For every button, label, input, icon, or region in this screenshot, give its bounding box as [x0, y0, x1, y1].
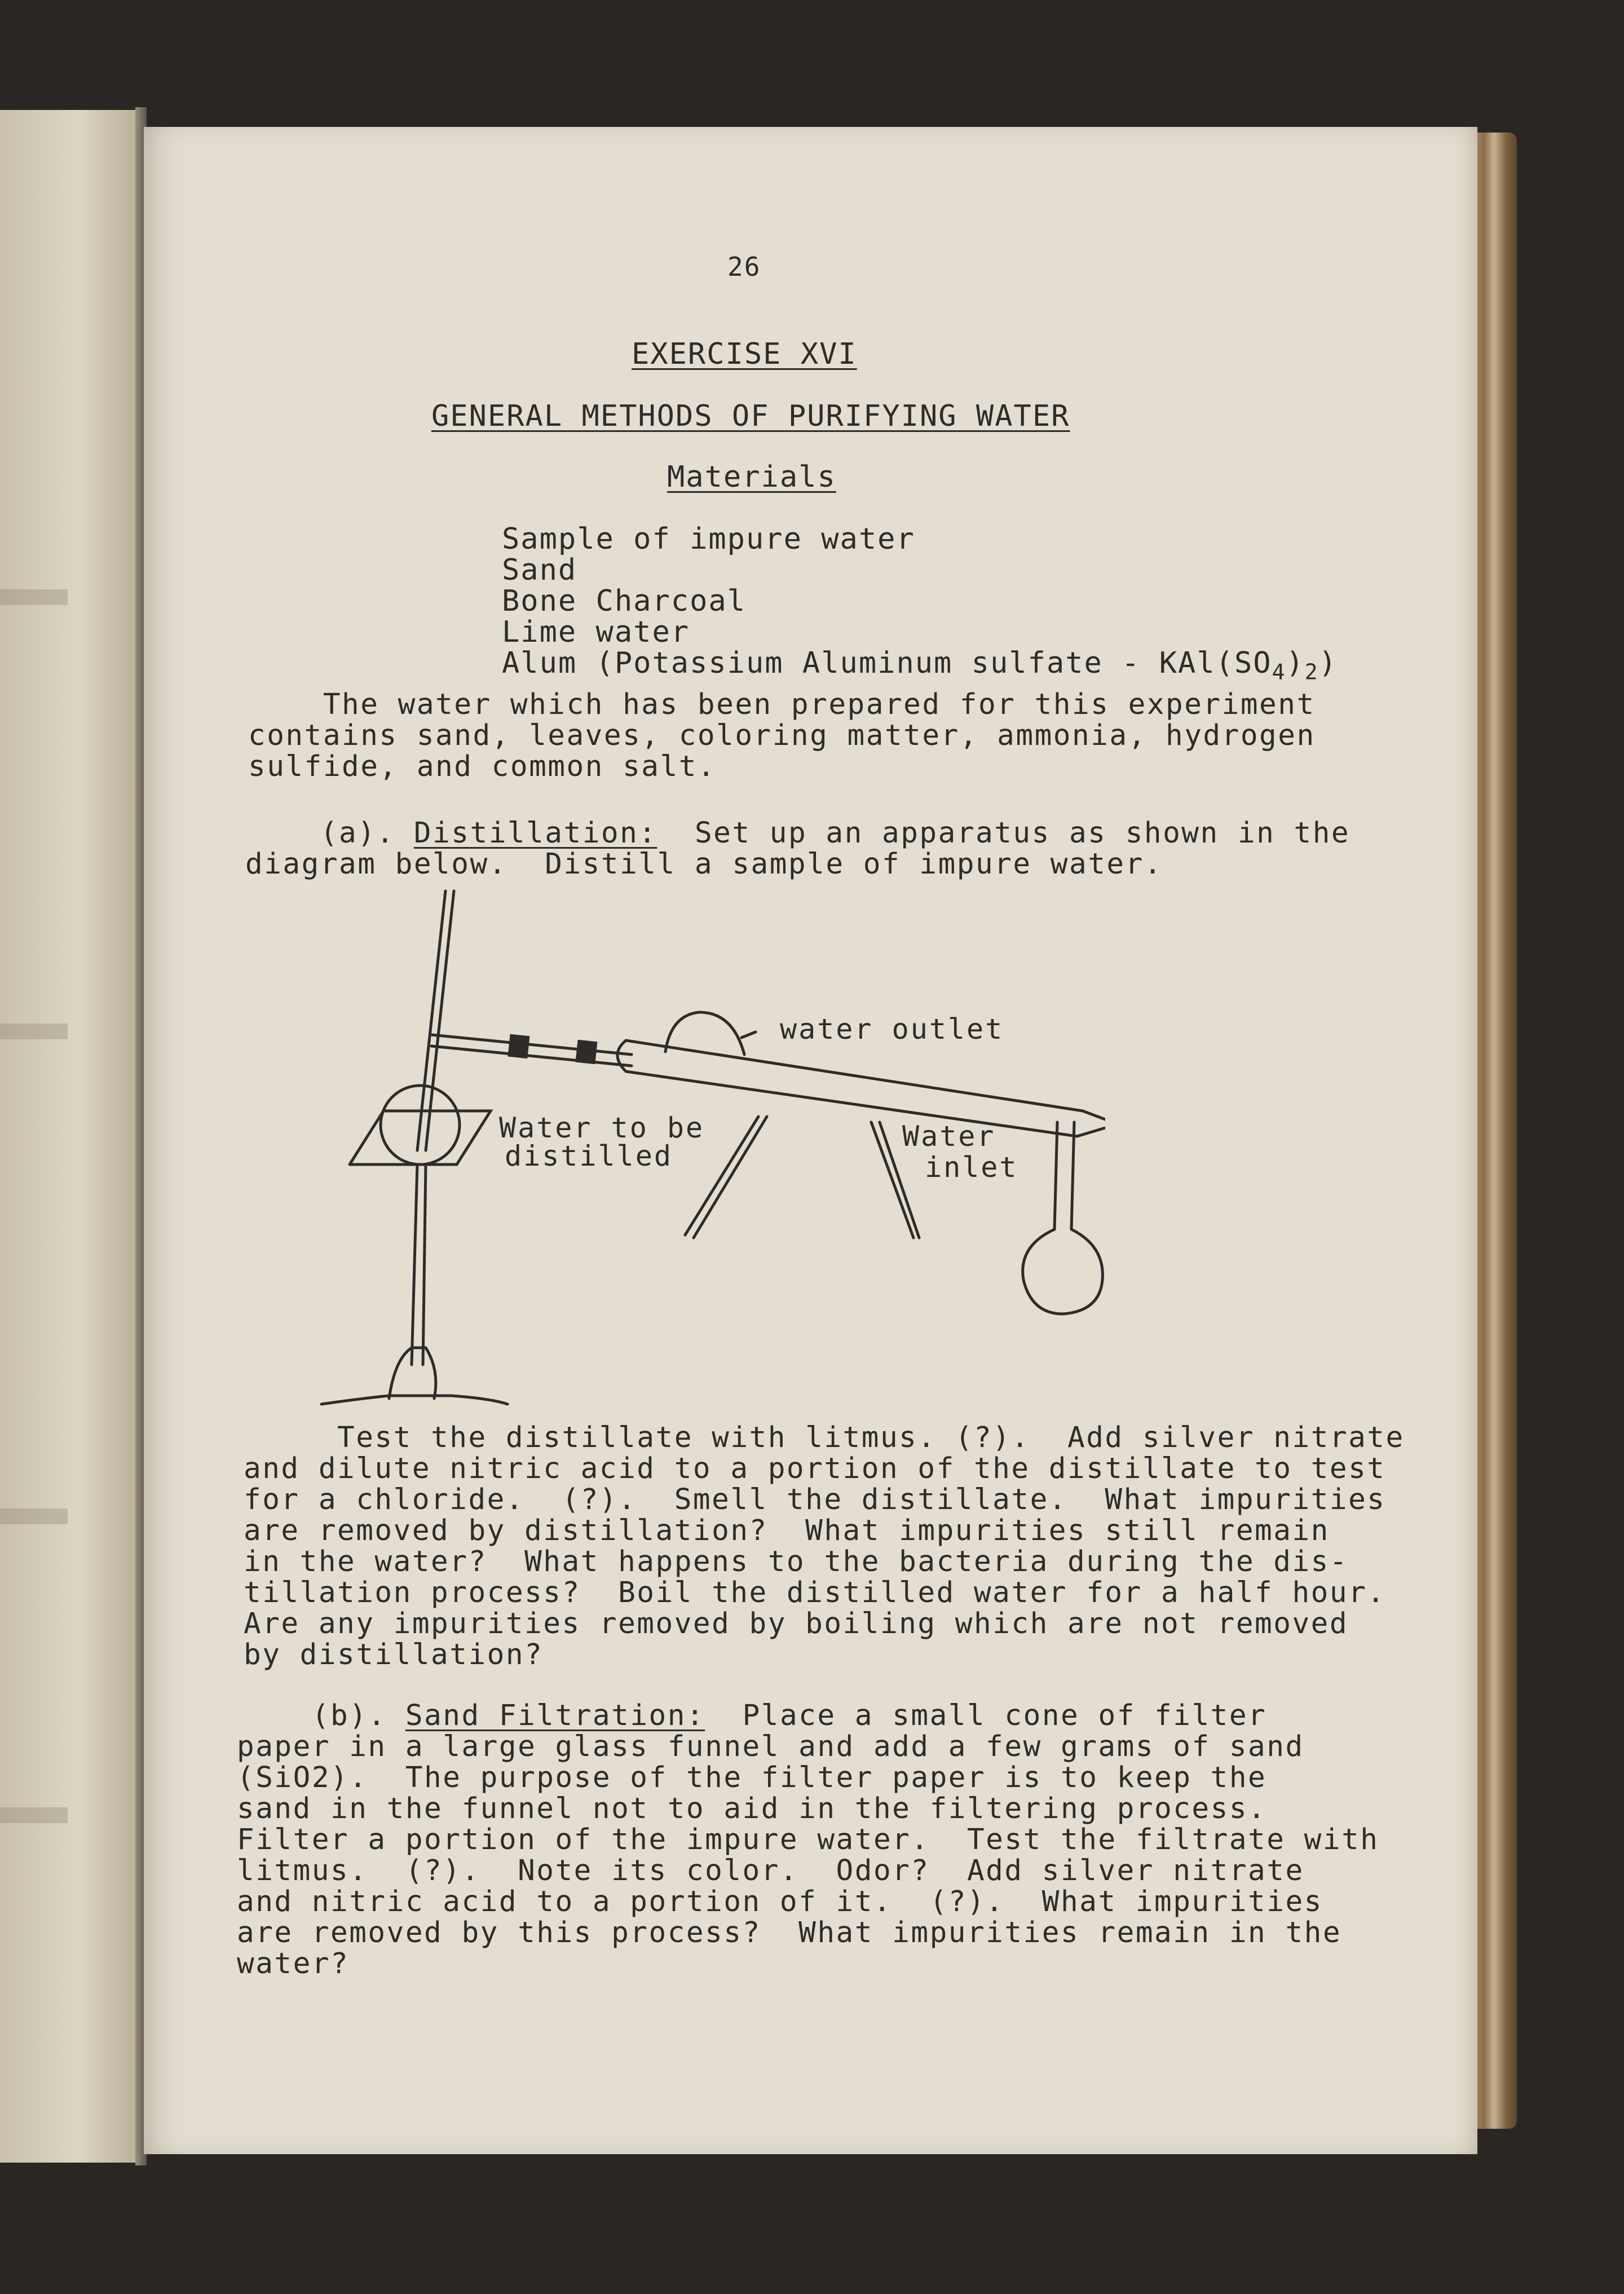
page-title: GENERAL METHODS OF PURIFYING WATER	[431, 399, 1070, 433]
show-through-text	[0, 589, 68, 605]
distillation-heading: Distillation:	[413, 817, 657, 850]
label-water-outlet: water outlet	[780, 1013, 1004, 1045]
label-inlet: inlet	[925, 1151, 1018, 1184]
sand-filtration-heading: Sand Filtration:	[405, 1699, 705, 1732]
text-line: paper in a large glass funnel and add a few grams of sand	[237, 1730, 1304, 1763]
text-line: (SiO2). The purpose of the filter paper is to keep the	[237, 1761, 1267, 1794]
text-line: by distillation?	[244, 1638, 544, 1671]
label-water-to-be: Water to be	[499, 1111, 705, 1144]
text-line: Are any impurities removed by boiling which are not removed	[244, 1607, 1349, 1640]
text-line: sand in the funnel not to aid in the filtering process.	[237, 1792, 1267, 1825]
material-item: Sand	[502, 553, 577, 587]
show-through-text	[0, 1024, 68, 1039]
text-line: in the water? What happens to the bacteria during the dis-	[244, 1545, 1349, 1578]
text-line: litmus. (?). Note its color. Odor? Add silver nitrate	[237, 1854, 1304, 1887]
material-item: Bone Charcoal	[502, 584, 746, 618]
material-item: Alum (Potassium Aluminum sulfate - $KAl(SO_4)_2$)	[502, 646, 1338, 685]
page-number: 26	[727, 252, 761, 282]
text-line: for a chloride. (?). Smell the distillate. What impurities	[244, 1483, 1386, 1516]
text-line: Test the distillate with litmus. (?). Add silver nitrate	[244, 1421, 1405, 1454]
label-water: Water	[902, 1120, 996, 1153]
text-line: contains sand, leaves, coloring matter, ammonia, hydrogen	[248, 719, 1316, 752]
text-line: water?	[237, 1947, 350, 1980]
text-line: are removed by distillation? What impurities still remain	[244, 1514, 1330, 1547]
show-through-text	[0, 1807, 68, 1823]
text-line: and dilute nitric acid to a portion of the distillate to test	[244, 1452, 1386, 1485]
show-through-text	[0, 1508, 68, 1524]
distillate-paragraph	[244, 1421, 1405, 1671]
materials-heading: Materials	[667, 460, 836, 494]
material-item: Lime water	[502, 615, 690, 649]
distillation-diagram	[304, 885, 1105, 1415]
text-line: (a). Distillation: Set up an apparatus as shown in the	[320, 817, 1351, 850]
section-sand-filtration	[237, 1699, 1379, 1980]
text-line: Filter a portion of the impure water. Test the filtrate with	[237, 1823, 1379, 1856]
intro-paragraph	[248, 689, 1376, 782]
text-line: (b). Sand Filtration: Place a small cone of filter	[311, 1699, 1267, 1732]
label-distilled: distilled	[505, 1140, 673, 1172]
text-line: and nitric acid to a portion of it. (?). What impurities	[237, 1885, 1323, 1918]
text-line: sulfide, and common salt.	[248, 750, 717, 783]
left-facing-page	[0, 110, 141, 2163]
text-line: are removed by this process? What impurities remain in the	[237, 1916, 1342, 1949]
text-line: The water which has been prepared for this experiment	[248, 688, 1316, 721]
exercise-heading: EXERCISE XVI	[632, 337, 857, 371]
section-distillation	[245, 818, 1373, 880]
text-line: diagram below. Distill a sample of impure water.	[245, 848, 1163, 881]
material-item: Sample of impure water	[502, 522, 915, 556]
text-line: tillation process? Boil the distilled water for a half hour.	[244, 1576, 1386, 1609]
